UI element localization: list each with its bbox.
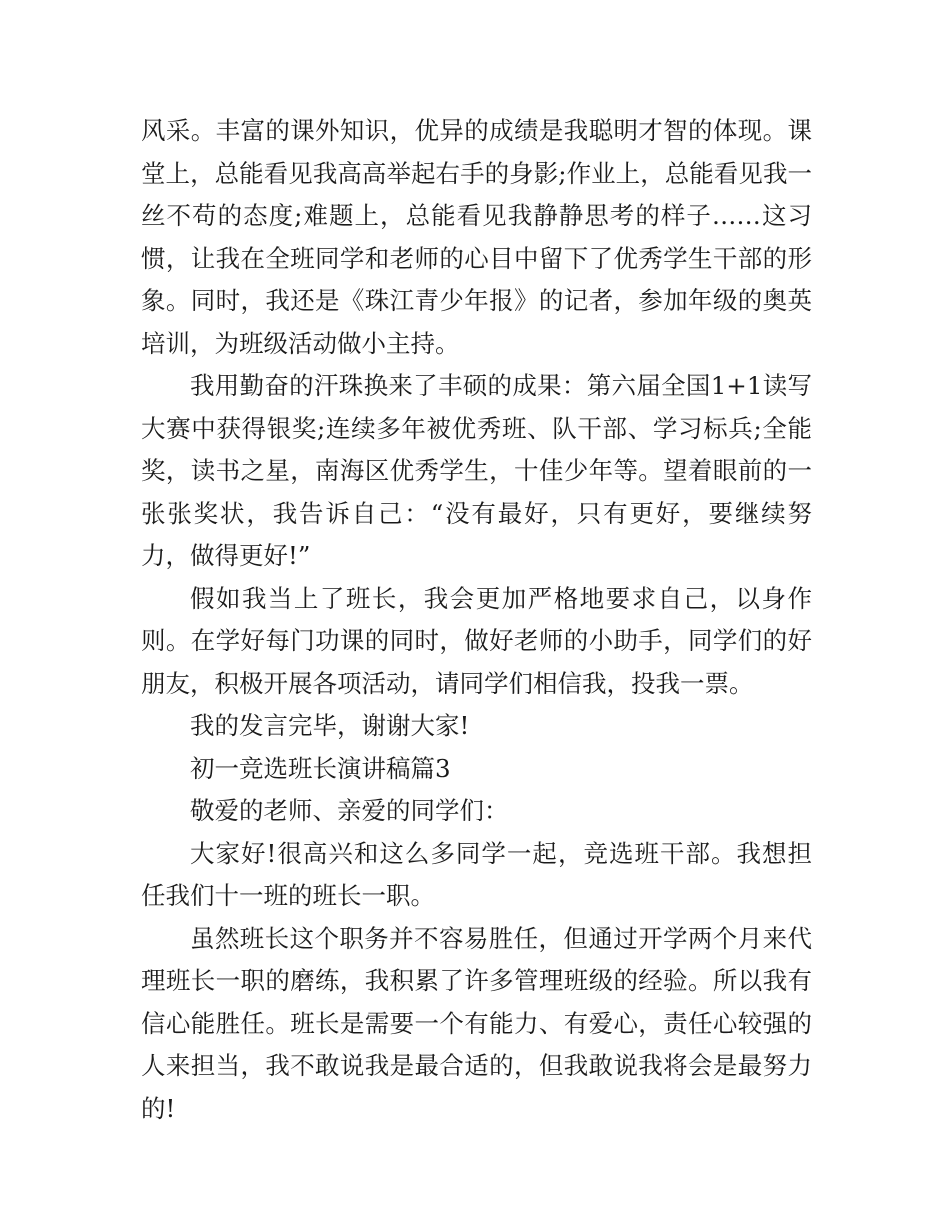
paragraph-confidence: 虽然班长这个职务并不容易胜任，但通过开学两个月来代理班长一职的磨练，我积累了许多管理班级的经验。所以我有信心能胜任。班长是需要一个有能力、有爱心，责任心较强的人来担当，我不敢说我是最合适的，但我敢说我将会是最努力的! (141, 923, 812, 1123)
section-heading: 初一竞选班长演讲稿篇3 (190, 753, 451, 783)
paragraph-continuation: 风采。丰富的课外知识，优异的成绩是我聪明才智的体现。课堂上，总能看见我高高举起右手的身影;作业上，总能看见我一丝不苟的态度;难题上，总能看见我静静思考的样子……这习惯，让我在全班同学和老师的心目中留下了优秀学生干部的形象。同时，我还是《珠江青少年报》的记者，参加年级的奥英培训，为班级活动做小主持。 (141, 116, 812, 358)
paragraph-closing: 我的发言完毕，谢谢大家! (190, 711, 470, 740)
paragraph-promise: 假如我当上了班长，我会更加严格地要求自己，以身作则。在学好每门功课的同时，做好老师的小助手，同学们的好朋友，积极开展各项活动，请同学们相信我，投我一票。 (141, 583, 812, 698)
salutation: 敬爱的老师、亲爱的同学们： (190, 796, 509, 825)
paragraph-greeting: 大家好!很高兴和这么多同学一起，竞选班干部。我想担任我们十一班的班长一职。 (141, 838, 812, 910)
paragraph-achievements: 我用勤奋的汗珠换来了丰硕的成果：第六届全国1+1读写大赛中获得银奖;连续多年被优秀班、队干部、学习标兵;全能奖，读书之星，南海区优秀学生，十佳少年等。望着眼前的一张张奖状，我告诉自己：“没有最好，只有更好，要继续努力，做得更好!” (141, 371, 812, 570)
